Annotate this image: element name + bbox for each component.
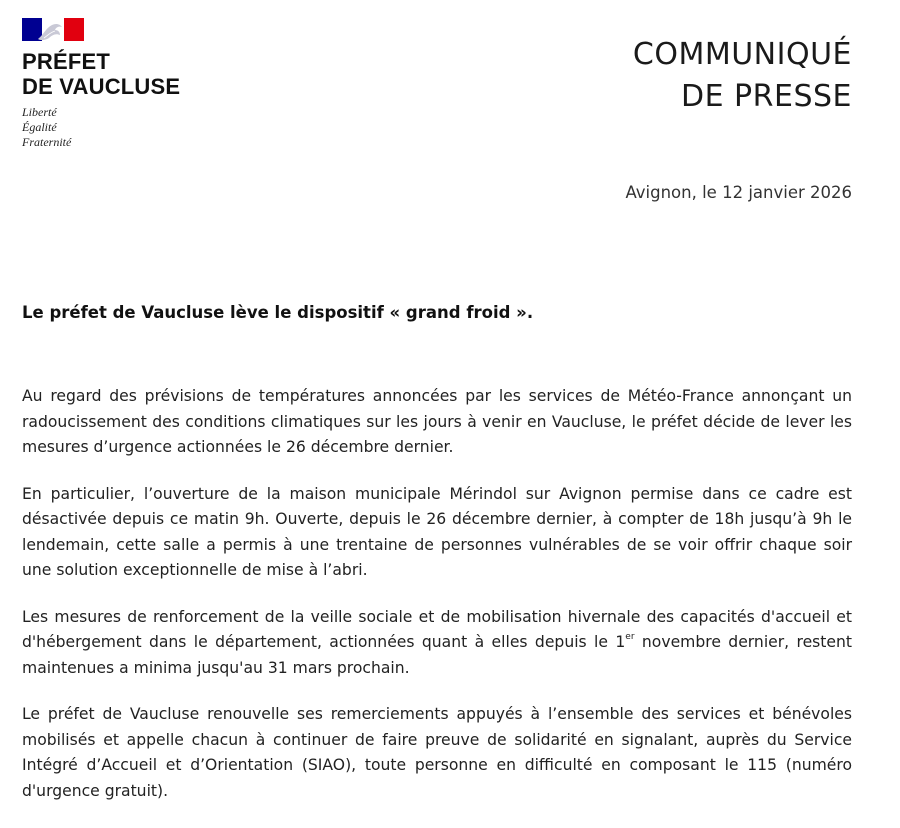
paragraph-3-part1: Les mesures de renforcement de la veille sociale et de mobilisation hivernale des capacités d'accueil et d'hébergement dans le département, actionnées quant à elles depuis le 1 <box>22 607 852 651</box>
paragraph-3 <box>22 605 852 682</box>
dateline: Avignon, le 12 janvier 2026 <box>625 183 852 202</box>
motto-liberte: Liberté <box>22 105 57 119</box>
document-type-line1: COMMUNIQUÉ <box>632 37 852 72</box>
document-type-line2: DE PRESSE <box>680 79 852 114</box>
marianne-flag-icon <box>22 18 84 41</box>
prefecture-name <box>22 49 222 99</box>
press-release-headline: Le préfet de Vaucluse lève le dispositif « grand froid ». <box>22 303 534 322</box>
prefecture-name-line1: PRÉFET <box>22 49 110 74</box>
republic-motto <box>22 105 222 150</box>
paragraph-1: Au regard des prévisions de températures annoncées par les services de Météo-France annonçant un radoucissement des conditions climatiques sur les jours à venir en Vaucluse, le préfet décide de lever les mesures d’urgence actionnées le 26 décembre dernier. <box>22 387 852 456</box>
prefecture-name-line2: DE VAUCLUSE <box>22 74 181 99</box>
document-type-title <box>633 34 852 118</box>
motto-fraternite: Fraternité <box>22 135 72 149</box>
paragraph-3-part2: novembre dernier, restent maintenues a minima jusqu'au 31 mars prochain. <box>22 633 852 677</box>
prefecture-logo <box>22 18 222 150</box>
motto-egalite: Égalité <box>22 120 57 134</box>
ordinal-superscript: er <box>625 631 635 642</box>
paragraph-4: Le préfet de Vaucluse renouvelle ses remerciements appuyés à l’ensemble des services et bénévoles mobilisés et appelle chacun à continuer de faire preuve de solidarité en signalant, auprès du Service Intégré d’Accueil et d’Orientation (SIAO), toute personne en difficulté en composant le 115 (numéro d'urgence gratuit). <box>22 705 852 800</box>
press-release-body <box>22 384 852 825</box>
paragraph-2: En particulier, l’ouverture de la maison municipale Mérindol sur Avignon permise dans ce cadre est désactivée depuis ce matin 9h. Ouverte, depuis le 26 décembre dernier, à compter de 18h jusqu’à 9h le lendemain, cette salle a permis à une trentaine de personnes vulnérables de se voir offrir chaque soir une solution exceptionnelle de mise à l’abri. <box>22 484 852 579</box>
